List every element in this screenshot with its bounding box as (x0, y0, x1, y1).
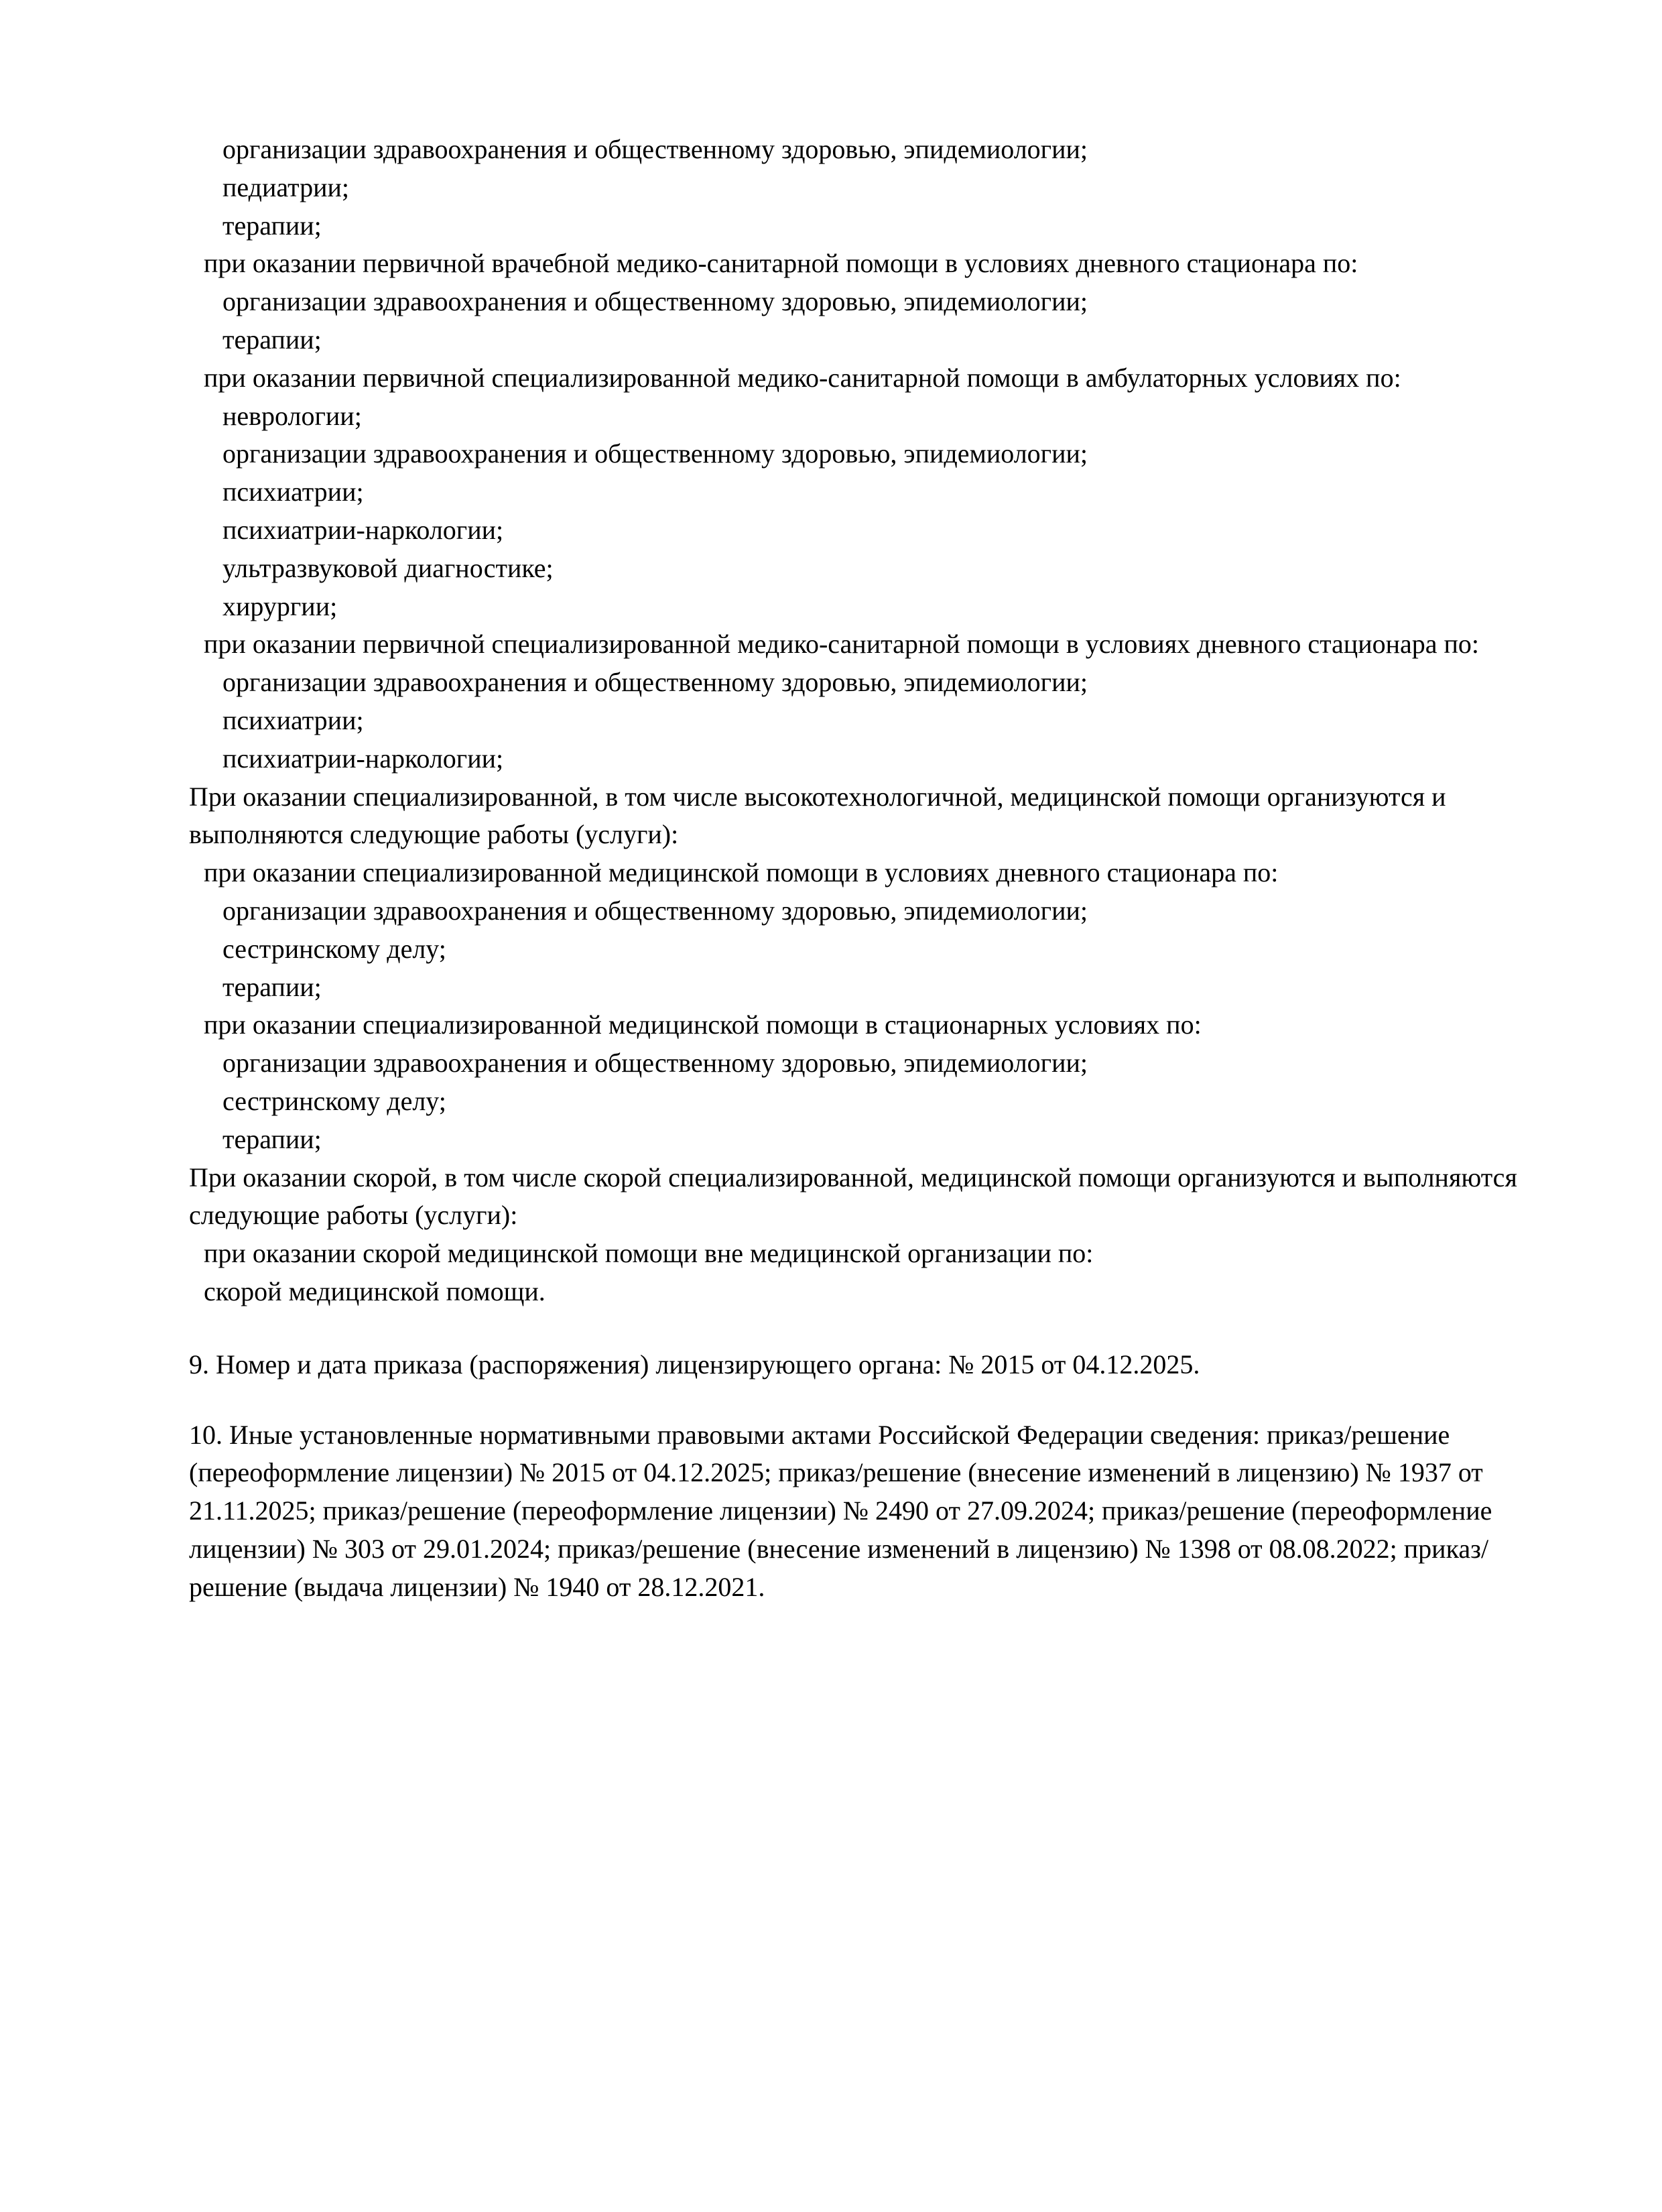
list-item: при оказании специализированной медицинской помощи в условиях дневного стационара по: (204, 857, 1279, 888)
spacer (189, 1384, 1518, 1416)
list-item: при оказании специализированной медицинской помощи в стационарных условиях по: (204, 1009, 1202, 1040)
section-heading: При оказании специализированной, в том числе высокотехнологичной, медицинской помощи организуются и выполняются следующие работы (услуги): (189, 781, 1453, 850)
list-item: при оказании первичной специализированной медико-санитарной помощи в амбулаторных условиях по: (204, 362, 1401, 393)
document-body (189, 131, 1524, 1606)
list-item: ультразвуковой диагностике; (222, 552, 554, 583)
list-item: сестринскому делу; (222, 1085, 446, 1116)
item-9-paragraph: 9. Номер и дата приказа (распоряжения) лицензирующего органа: № 2015 от 04.12.2025. (189, 1349, 1200, 1379)
list-item: терапии; (222, 1123, 322, 1154)
list-item: организации здравоохранения и общественному здоровью, эпидемиологии; (222, 134, 1088, 164)
list-item: педиатрии; (222, 172, 350, 202)
list-item: психиатрии-наркологии; (222, 514, 504, 545)
services-list (189, 131, 1524, 1311)
list-item: при оказании первичной врачебной медико-санитарной помощи в условиях дневного стационара по: (204, 248, 1358, 279)
list-item: психиатрии; (222, 477, 364, 507)
list-item: психиатрии; (222, 704, 364, 735)
list-item: при оказании первичной специализированной медико-санитарной помощи в условиях дневного стационара по: (204, 629, 1480, 660)
list-item: неврологии; (222, 400, 362, 431)
list-item: терапии; (222, 210, 322, 241)
list-item: психиатрии-наркологии; (222, 743, 504, 774)
spacer (189, 1311, 1518, 1346)
list-item: организации здравоохранения и общественному здоровью, эпидемиологии; (222, 895, 1088, 926)
list-item: терапии; (222, 324, 322, 355)
item-10-paragraph: 10. Иные установленные нормативными правовыми актами Российской Федерации сведения: приказ/решение (переоформление лицензии) № 2015 от 04.12.2025; приказ/решение (внесение изменений в лицензию) № 1937 от 21.11.2025; приказ/решение (переоформление лицензии) № 2490 от 27.09.2024; приказ/решение (переоформление лицензии) № 303 от 29.01.2024; приказ/решение (внесение изменений в лицензию) № 1398 от 08.08.2022; приказ/решение (выдача лицензии) № 1940 от 28.12.2021. (189, 1419, 1499, 1602)
list-item: организации здравоохранения и общественному здоровью, эпидемиологии; (222, 438, 1088, 469)
list-item: организации здравоохранения и общественному здоровью, эпидемиологии; (222, 286, 1088, 317)
list-item: скорой медицинской помощи. (204, 1276, 546, 1306)
list-item: терапии; (222, 971, 322, 1002)
list-item: при оказании скорой медицинской помощи вне медицинской организации по: (204, 1238, 1094, 1269)
list-item: организации здравоохранения и общественному здоровью, эпидемиологии; (222, 1048, 1088, 1079)
list-item: сестринскому делу; (222, 933, 446, 964)
section-heading: При оказании скорой, в том числе скорой специализированной, медицинской помощи организуются и выполняются следующие работы (услуги): (189, 1162, 1524, 1231)
list-item: хирургии; (222, 591, 338, 621)
list-item: организации здравоохранения и общественному здоровью, эпидемиологии; (222, 667, 1088, 698)
